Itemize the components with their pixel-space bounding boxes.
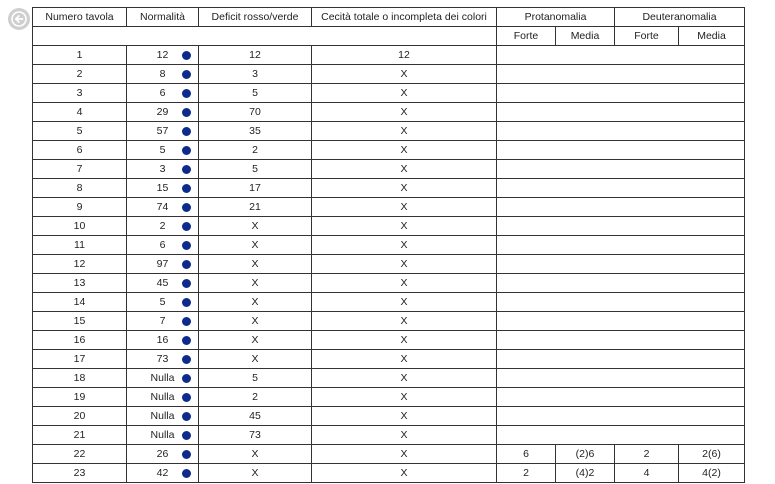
cell-normalita	[127, 65, 199, 84]
normalita-value: 73	[156, 353, 169, 365]
cell-protanomalia-forte: 6	[497, 445, 556, 464]
cell-normalita	[127, 141, 199, 160]
cell-numero-tavola: 18	[33, 369, 127, 388]
cell-cecita: X	[312, 293, 497, 312]
plate-dot-icon	[182, 374, 191, 383]
cell-cecita: X	[312, 141, 497, 160]
normalita-value: 3	[159, 163, 166, 175]
cell-deficit-rosso-verde: 2	[199, 388, 312, 407]
cell-deficit-rosso-verde: X	[199, 350, 312, 369]
normalita-value: Nulla	[150, 429, 175, 441]
header-cecita: Cecità totale o incompleta dei colori	[312, 8, 497, 27]
cell-cecita: X	[312, 312, 497, 331]
cell-protanomalia-media: (2)6	[556, 445, 615, 464]
table-row	[33, 179, 745, 198]
cell-normalita	[127, 255, 199, 274]
cell-deuteranomalia-forte: 2	[615, 445, 679, 464]
ishihara-table-container	[32, 7, 744, 483]
normalita-value: 16	[156, 334, 169, 346]
table-row	[33, 160, 745, 179]
cell-numero-tavola: 19	[33, 388, 127, 407]
cell-numero-tavola: 13	[33, 274, 127, 293]
cell-deuteranomalia-media: 4(2)	[679, 464, 745, 483]
plate-dot-icon	[182, 70, 191, 79]
cell-deficit-rosso-verde: 12	[199, 46, 312, 65]
cell-cecita: X	[312, 84, 497, 103]
cell-deficit-rosso-verde: 21	[199, 198, 312, 217]
empty-anomaly-cell	[497, 103, 745, 122]
table-row	[33, 274, 745, 293]
cell-normalita	[127, 293, 199, 312]
plate-dot-icon	[182, 393, 191, 402]
cell-numero-tavola: 15	[33, 312, 127, 331]
plate-dot-icon	[182, 51, 191, 60]
cell-deficit-rosso-verde: X	[199, 274, 312, 293]
cell-normalita	[127, 464, 199, 483]
cell-normalita	[127, 122, 199, 141]
normalita-value: 57	[156, 125, 169, 137]
cell-deficit-rosso-verde: 5	[199, 369, 312, 388]
table-row	[33, 103, 745, 122]
cell-numero-tavola: 14	[33, 293, 127, 312]
cell-numero-tavola: 17	[33, 350, 127, 369]
plate-dot-icon	[182, 431, 191, 440]
cell-cecita: X	[312, 179, 497, 198]
cell-normalita	[127, 426, 199, 445]
plate-dot-icon	[182, 241, 191, 250]
cell-numero-tavola: 22	[33, 445, 127, 464]
cell-numero-tavola: 6	[33, 141, 127, 160]
empty-anomaly-cell	[497, 179, 745, 198]
cell-numero-tavola: 23	[33, 464, 127, 483]
header-protanomalia-media: Media	[556, 27, 615, 46]
header-normalita: Normalità	[127, 8, 199, 27]
empty-anomaly-cell	[497, 65, 745, 84]
plate-dot-icon	[182, 146, 191, 155]
empty-anomaly-cell	[497, 407, 745, 426]
cell-protanomalia-media: (4)2	[556, 464, 615, 483]
cell-cecita: 12	[312, 46, 497, 65]
cell-numero-tavola: 2	[33, 65, 127, 84]
cell-deficit-rosso-verde: 45	[199, 407, 312, 426]
cell-cecita: X	[312, 255, 497, 274]
cell-normalita	[127, 179, 199, 198]
cell-normalita	[127, 331, 199, 350]
normalita-value: 6	[159, 87, 166, 99]
table-row	[33, 236, 745, 255]
empty-anomaly-cell	[497, 388, 745, 407]
table-row	[33, 388, 745, 407]
sub-header-spacer	[33, 27, 497, 46]
cell-cecita: X	[312, 350, 497, 369]
plate-dot-icon	[182, 222, 191, 231]
cell-normalita	[127, 274, 199, 293]
cell-normalita	[127, 217, 199, 236]
table-row	[33, 141, 745, 160]
table-row	[33, 217, 745, 236]
empty-anomaly-cell	[497, 255, 745, 274]
plate-dot-icon	[182, 203, 191, 212]
plate-dot-icon	[182, 469, 191, 478]
cell-cecita: X	[312, 122, 497, 141]
normalita-value: 5	[159, 144, 166, 156]
cell-cecita: X	[312, 160, 497, 179]
table-row	[33, 122, 745, 141]
plate-dot-icon	[182, 260, 191, 269]
plate-dot-icon	[182, 165, 191, 174]
table-row	[33, 293, 745, 312]
empty-anomaly-cell	[497, 46, 745, 65]
normalita-value: Nulla	[150, 372, 175, 384]
header-deficit-rosso-verde: Deficit rosso/verde	[199, 8, 312, 27]
table-row	[33, 312, 745, 331]
cell-normalita	[127, 445, 199, 464]
plate-dot-icon	[182, 412, 191, 421]
cell-normalita	[127, 312, 199, 331]
normalita-value: 15	[156, 182, 169, 194]
plate-dot-icon	[182, 127, 191, 136]
cell-deficit-rosso-verde: 3	[199, 65, 312, 84]
empty-anomaly-cell	[497, 426, 745, 445]
cell-deficit-rosso-verde: 35	[199, 122, 312, 141]
normalita-value: 12	[156, 49, 169, 61]
cell-cecita: X	[312, 65, 497, 84]
cell-deficit-rosso-verde: 17	[199, 179, 312, 198]
back-arrow-icon	[11, 11, 27, 27]
normalita-value: 5	[159, 296, 166, 308]
cell-cecita: X	[312, 274, 497, 293]
header-deuteranomalia-forte: Forte	[615, 27, 679, 46]
normalita-value: 2	[159, 220, 166, 232]
cell-cecita: X	[312, 331, 497, 350]
cell-numero-tavola: 10	[33, 217, 127, 236]
back-button[interactable]	[8, 8, 30, 30]
empty-anomaly-cell	[497, 312, 745, 331]
cell-normalita	[127, 407, 199, 426]
normalita-value: 7	[159, 315, 166, 327]
table-row	[33, 84, 745, 103]
cell-normalita	[127, 160, 199, 179]
plate-dot-icon	[182, 298, 191, 307]
cell-normalita	[127, 46, 199, 65]
table-body	[33, 46, 745, 483]
plate-dot-icon	[182, 279, 191, 288]
cell-deficit-rosso-verde: X	[199, 255, 312, 274]
cell-numero-tavola: 20	[33, 407, 127, 426]
normalita-value: Nulla	[150, 391, 175, 403]
plate-dot-icon	[182, 450, 191, 459]
cell-numero-tavola: 16	[33, 331, 127, 350]
cell-cecita: X	[312, 388, 497, 407]
normalita-value: Nulla	[150, 410, 175, 422]
cell-deficit-rosso-verde: 5	[199, 160, 312, 179]
normalita-value: 74	[156, 201, 169, 213]
cell-protanomalia-forte: 2	[497, 464, 556, 483]
empty-anomaly-cell	[497, 84, 745, 103]
cell-normalita	[127, 103, 199, 122]
cell-deficit-rosso-verde: X	[199, 464, 312, 483]
cell-normalita	[127, 369, 199, 388]
cell-deficit-rosso-verde: 5	[199, 84, 312, 103]
empty-anomaly-cell	[497, 369, 745, 388]
ishihara-results-table	[32, 7, 745, 483]
cell-normalita	[127, 198, 199, 217]
cell-deficit-rosso-verde: X	[199, 312, 312, 331]
empty-anomaly-cell	[497, 217, 745, 236]
plate-dot-icon	[182, 317, 191, 326]
empty-anomaly-cell	[497, 198, 745, 217]
normalita-value: 26	[156, 448, 169, 460]
cell-cecita: X	[312, 198, 497, 217]
cell-cecita: X	[312, 103, 497, 122]
cell-normalita	[127, 236, 199, 255]
cell-cecita: X	[312, 426, 497, 445]
normalita-value: 45	[156, 277, 169, 289]
header-protanomalia: Protanomalia	[497, 8, 615, 27]
cell-deuteranomalia-media: 2(6)	[679, 445, 745, 464]
cell-normalita	[127, 84, 199, 103]
cell-numero-tavola: 1	[33, 46, 127, 65]
empty-anomaly-cell	[497, 160, 745, 179]
normalita-value: 29	[156, 106, 169, 118]
cell-deficit-rosso-verde: X	[199, 236, 312, 255]
cell-normalita	[127, 388, 199, 407]
empty-anomaly-cell	[497, 236, 745, 255]
cell-deficit-rosso-verde: X	[199, 217, 312, 236]
cell-cecita: X	[312, 407, 497, 426]
cell-deficit-rosso-verde: X	[199, 445, 312, 464]
plate-dot-icon	[182, 89, 191, 98]
table-row	[33, 445, 745, 464]
cell-deficit-rosso-verde: 73	[199, 426, 312, 445]
header-deuteranomalia: Deuteranomalia	[615, 8, 745, 27]
cell-cecita: X	[312, 445, 497, 464]
table-row	[33, 255, 745, 274]
cell-cecita: X	[312, 464, 497, 483]
cell-numero-tavola: 5	[33, 122, 127, 141]
plate-dot-icon	[182, 355, 191, 364]
empty-anomaly-cell	[497, 331, 745, 350]
cell-numero-tavola: 9	[33, 198, 127, 217]
cell-deficit-rosso-verde: X	[199, 331, 312, 350]
cell-numero-tavola: 4	[33, 103, 127, 122]
cell-numero-tavola: 12	[33, 255, 127, 274]
empty-anomaly-cell	[497, 122, 745, 141]
cell-numero-tavola: 3	[33, 84, 127, 103]
empty-anomaly-cell	[497, 141, 745, 160]
table-row	[33, 426, 745, 445]
cell-deuteranomalia-forte: 4	[615, 464, 679, 483]
plate-dot-icon	[182, 336, 191, 345]
table-row	[33, 407, 745, 426]
normalita-value: 42	[156, 467, 169, 479]
cell-deficit-rosso-verde: 2	[199, 141, 312, 160]
table-row	[33, 369, 745, 388]
normalita-value: 97	[156, 258, 169, 270]
cell-numero-tavola: 11	[33, 236, 127, 255]
header-numero-tavola: Numero tavola	[33, 8, 127, 27]
cell-deficit-rosso-verde: X	[199, 293, 312, 312]
table-row	[33, 65, 745, 84]
plate-dot-icon	[182, 108, 191, 117]
normalita-value: 8	[159, 68, 166, 80]
sub-header-row	[33, 27, 745, 46]
cell-normalita	[127, 350, 199, 369]
cell-cecita: X	[312, 236, 497, 255]
normalita-value: 6	[159, 239, 166, 251]
cell-numero-tavola: 21	[33, 426, 127, 445]
header-deuteranomalia-media: Media	[679, 27, 745, 46]
empty-anomaly-cell	[497, 274, 745, 293]
table-row	[33, 46, 745, 65]
empty-anomaly-cell	[497, 293, 745, 312]
cell-cecita: X	[312, 369, 497, 388]
table-row	[33, 464, 745, 483]
cell-cecita: X	[312, 217, 497, 236]
plate-dot-icon	[182, 184, 191, 193]
table-row	[33, 350, 745, 369]
empty-anomaly-cell	[497, 350, 745, 369]
header-protanomalia-forte: Forte	[497, 27, 556, 46]
table-row	[33, 198, 745, 217]
cell-numero-tavola: 7	[33, 160, 127, 179]
table-row	[33, 331, 745, 350]
cell-deficit-rosso-verde: 70	[199, 103, 312, 122]
cell-numero-tavola: 8	[33, 179, 127, 198]
